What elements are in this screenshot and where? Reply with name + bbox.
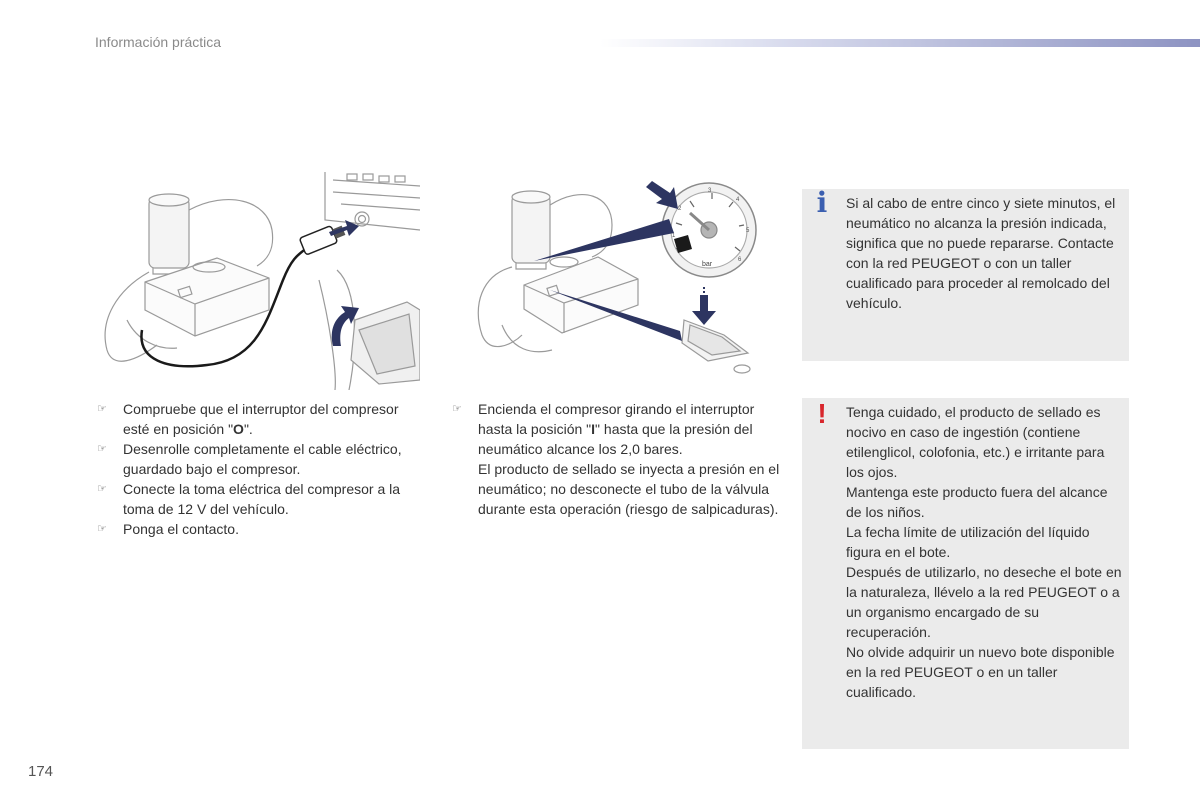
list-item: ☞ Compruebe que el interruptor del compresor esté en posición "O". xyxy=(97,401,399,437)
info-box xyxy=(802,186,1129,361)
list-item: ☞ Conecte la toma eléctrica del compresor a la toma de 12 V del vehículo. xyxy=(97,481,401,517)
list-item: ☞ Desenrolle completamente el cable eléctrico, guardado bajo el compresor. xyxy=(97,441,402,477)
gauge-tick: 2 xyxy=(678,206,682,212)
middle-instructions xyxy=(450,399,780,519)
section-title: Información práctica xyxy=(95,34,222,50)
warning-paragraph: Después de utilizarlo, no deseche el bote en la naturaleza, llévelo a la red PEUGEOT o a un organismo encargado de su recuperación. xyxy=(846,564,1122,640)
page-number: 174 xyxy=(28,763,54,780)
gauge-tick: 4 xyxy=(736,197,740,203)
warning-box xyxy=(802,398,1129,749)
gauge-unit-label: bar xyxy=(702,261,713,268)
continuation-paragraph: El producto de sellado se inyecta a presión en el neumático; no desconecte el tubo de la válvula durante esta operación (riesgo de salpicaduras). xyxy=(478,461,780,517)
gauge-tick: 1 xyxy=(672,233,676,239)
pointing-hand-icon: ☞ xyxy=(97,443,107,455)
list-item: ☞ Ponga el contacto. xyxy=(97,521,239,537)
pointing-hand-icon: ☞ xyxy=(452,403,462,415)
left-instructions xyxy=(95,399,420,539)
gauge-tick: 3 xyxy=(708,188,712,194)
warning-paragraph: Mantenga este producto fuera del alcance de los niños. xyxy=(846,484,1108,520)
warning-paragraph: Tenga cuidado, el producto de sellado es nocivo en caso de ingestión (contiene etilenglicol, colofonia, etc.) e irritante para los ojos. xyxy=(846,404,1105,480)
warning-paragraph: La fecha límite de utilización del líquido figura en el bote. xyxy=(846,524,1090,560)
pointing-hand-icon: ☞ xyxy=(97,523,107,535)
header-gradient-bar xyxy=(600,39,1200,47)
compressor-plug-illustration xyxy=(97,170,420,390)
compressor-gauge-illustration xyxy=(462,175,762,375)
pointing-hand-icon: ☞ xyxy=(97,483,107,495)
list-item: ☞ Encienda el compresor girando el interruptor hasta la posición "I" hasta que la presión del neumático alcance los 2,0 bares. xyxy=(452,401,755,457)
warning-paragraph: No olvide adquirir un nuevo bote disponible en la red PEUGEOT o en un taller cualificado. xyxy=(846,644,1115,700)
warning-icon: ! xyxy=(817,398,827,429)
info-text: Si al cabo de entre cinco y siete minutos, el neumático no alcanza la presión indicada, significa que no puede repararse. Contacte con la red PEUGEOT o con un taller cualificado para proceder al remolcado del vehículo. xyxy=(846,195,1116,311)
warning-text xyxy=(846,402,1123,702)
gauge-tick: 6 xyxy=(738,257,742,263)
info-icon: i xyxy=(816,186,828,219)
gauge-tick: 5 xyxy=(746,228,750,234)
pointing-hand-icon: ☞ xyxy=(97,403,107,415)
